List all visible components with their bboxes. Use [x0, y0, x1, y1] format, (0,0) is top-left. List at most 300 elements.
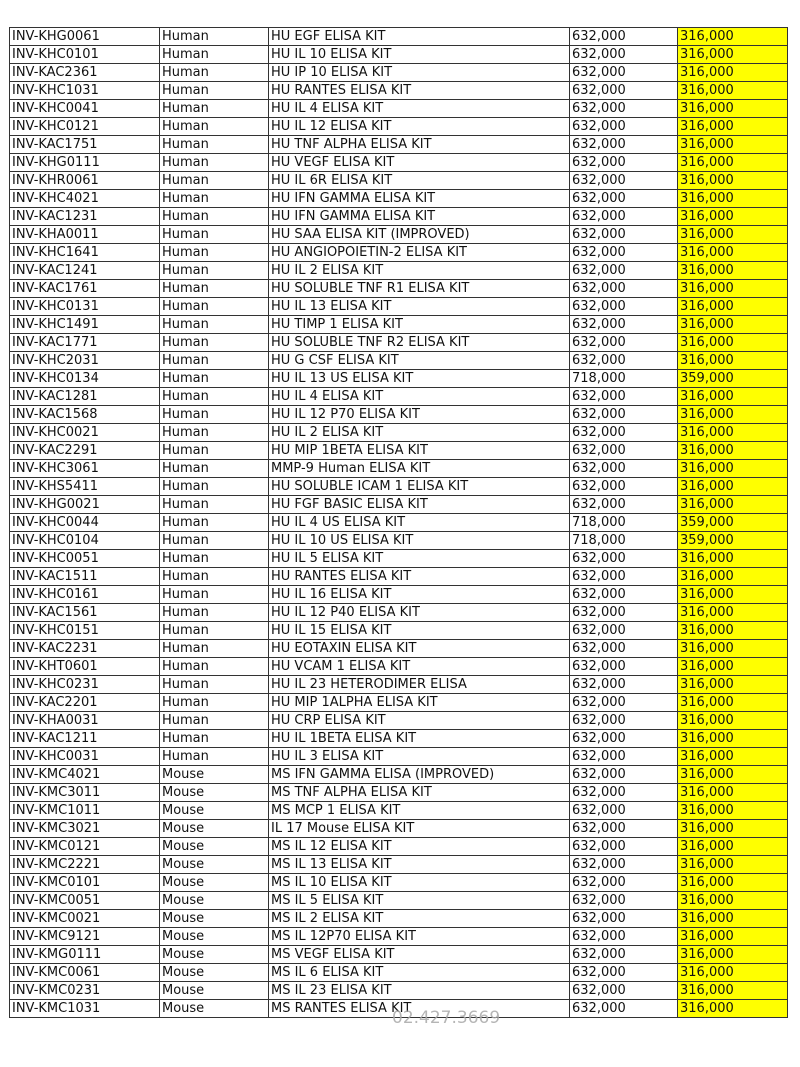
- product-code-cell: INV-KAC1231: [10, 208, 160, 226]
- product-code-cell: INV-KMC0061: [10, 964, 160, 982]
- species-cell: Human: [160, 100, 269, 118]
- product-name-cell: HU IL 13 US ELISA KIT: [269, 370, 570, 388]
- product-name-cell: MS IL 5 ELISA KIT: [269, 892, 570, 910]
- species-cell: Mouse: [160, 946, 269, 964]
- product-name-cell: HU IL 4 US ELISA KIT: [269, 514, 570, 532]
- list-price-cell: 632,000: [570, 550, 678, 568]
- species-cell: Mouse: [160, 910, 269, 928]
- list-price-cell: 632,000: [570, 190, 678, 208]
- product-name-cell: IL 17 Mouse ELISA KIT: [269, 820, 570, 838]
- product-name-cell: HU EGF ELISA KIT: [269, 28, 570, 46]
- product-price-table: [9, 27, 788, 1018]
- sale-price-cell: 359,000: [678, 514, 788, 532]
- product-name-cell: HU IP 10 ELISA KIT: [269, 64, 570, 82]
- product-name-cell: HU IL 10 ELISA KIT: [269, 46, 570, 64]
- table-row: [10, 118, 788, 136]
- product-code-cell: INV-KHC4021: [10, 190, 160, 208]
- table-row: [10, 964, 788, 982]
- product-name-cell: HU IL 1BETA ELISA KIT: [269, 730, 570, 748]
- product-code-cell: INV-KMC3021: [10, 820, 160, 838]
- table-row: [10, 568, 788, 586]
- table-row: [10, 946, 788, 964]
- product-name-cell: HU IL 16 ELISA KIT: [269, 586, 570, 604]
- sale-price-cell: 316,000: [678, 640, 788, 658]
- product-name-cell: HU IL 4 ELISA KIT: [269, 388, 570, 406]
- product-name-cell: MS IL 23 ELISA KIT: [269, 982, 570, 1000]
- species-cell: Human: [160, 622, 269, 640]
- product-code-cell: INV-KHC0044: [10, 514, 160, 532]
- species-cell: Human: [160, 226, 269, 244]
- product-name-cell: HU G CSF ELISA KIT: [269, 352, 570, 370]
- product-name-cell: MS RANTES ELISA KIT: [269, 1000, 570, 1018]
- product-name-cell: HU EOTAXIN ELISA KIT: [269, 640, 570, 658]
- species-cell: Human: [160, 640, 269, 658]
- species-cell: Human: [160, 352, 269, 370]
- table-row: [10, 262, 788, 280]
- list-price-cell: 632,000: [570, 442, 678, 460]
- species-cell: Human: [160, 406, 269, 424]
- sale-price-cell: 316,000: [678, 568, 788, 586]
- product-code-cell: INV-KHT0601: [10, 658, 160, 676]
- sale-price-cell: 316,000: [678, 982, 788, 1000]
- species-cell: Human: [160, 460, 269, 478]
- phone-watermark: 02.427.3669: [392, 1008, 501, 1028]
- product-code-cell: INV-KMC0101: [10, 874, 160, 892]
- list-price-cell: 632,000: [570, 478, 678, 496]
- product-code-cell: INV-KHC0134: [10, 370, 160, 388]
- list-price-cell: 718,000: [570, 514, 678, 532]
- product-name-cell: HU IFN GAMMA ELISA KIT: [269, 208, 570, 226]
- sale-price-cell: 316,000: [678, 712, 788, 730]
- product-name-cell: HU FGF BASIC ELISA KIT: [269, 496, 570, 514]
- product-name-cell: MS IFN GAMMA ELISA (IMPROVED): [269, 766, 570, 784]
- sale-price-cell: 316,000: [678, 334, 788, 352]
- product-name-cell: HU IL 12 P70 ELISA KIT: [269, 406, 570, 424]
- table-row: [10, 226, 788, 244]
- product-code-cell: INV-KHC0151: [10, 622, 160, 640]
- list-price-cell: 632,000: [570, 298, 678, 316]
- product-name-cell: HU IL 5 ELISA KIT: [269, 550, 570, 568]
- product-code-cell: INV-KAC1568: [10, 406, 160, 424]
- species-cell: Mouse: [160, 928, 269, 946]
- table-row: [10, 244, 788, 262]
- product-name-cell: MMP-9 Human ELISA KIT: [269, 460, 570, 478]
- sale-price-cell: 316,000: [678, 46, 788, 64]
- sale-price-cell: 316,000: [678, 550, 788, 568]
- table-row: [10, 172, 788, 190]
- list-price-cell: 632,000: [570, 694, 678, 712]
- product-code-cell: INV-KMC0021: [10, 910, 160, 928]
- sale-price-cell: 316,000: [678, 190, 788, 208]
- table-row: [10, 694, 788, 712]
- product-name-cell: HU VCAM 1 ELISA KIT: [269, 658, 570, 676]
- species-cell: Human: [160, 568, 269, 586]
- list-price-cell: 632,000: [570, 748, 678, 766]
- species-cell: Human: [160, 28, 269, 46]
- list-price-cell: 632,000: [570, 172, 678, 190]
- table-row: [10, 352, 788, 370]
- table-row: [10, 460, 788, 478]
- product-name-cell: MS MCP 1 ELISA KIT: [269, 802, 570, 820]
- product-name-cell: HU IL 12 ELISA KIT: [269, 118, 570, 136]
- list-price-cell: 632,000: [570, 388, 678, 406]
- list-price-cell: 632,000: [570, 964, 678, 982]
- table-row: [10, 712, 788, 730]
- species-cell: Mouse: [160, 802, 269, 820]
- product-name-cell: HU MIP 1BETA ELISA KIT: [269, 442, 570, 460]
- table-row: [10, 208, 788, 226]
- species-cell: Human: [160, 316, 269, 334]
- table-row: [10, 496, 788, 514]
- product-name-cell: HU VEGF ELISA KIT: [269, 154, 570, 172]
- species-cell: Mouse: [160, 1000, 269, 1018]
- species-cell: Human: [160, 118, 269, 136]
- product-code-cell: INV-KHC0021: [10, 424, 160, 442]
- table-row: [10, 640, 788, 658]
- table-row: [10, 730, 788, 748]
- product-name-cell: HU CRP ELISA KIT: [269, 712, 570, 730]
- product-name-cell: HU IL 6R ELISA KIT: [269, 172, 570, 190]
- table-row: [10, 388, 788, 406]
- table-row: [10, 406, 788, 424]
- list-price-cell: 632,000: [570, 838, 678, 856]
- sale-price-cell: 316,000: [678, 586, 788, 604]
- species-cell: Human: [160, 694, 269, 712]
- species-cell: Human: [160, 514, 269, 532]
- species-cell: Human: [160, 388, 269, 406]
- product-code-cell: INV-KMC0231: [10, 982, 160, 1000]
- species-cell: Human: [160, 190, 269, 208]
- sale-price-cell: 316,000: [678, 820, 788, 838]
- table-row: [10, 334, 788, 352]
- table-row: [10, 838, 788, 856]
- product-code-cell: INV-KHC0101: [10, 46, 160, 64]
- table-row: [10, 478, 788, 496]
- product-code-cell: INV-KMC0051: [10, 892, 160, 910]
- sale-price-cell: 316,000: [678, 676, 788, 694]
- list-price-cell: 632,000: [570, 64, 678, 82]
- product-code-cell: INV-KHC0131: [10, 298, 160, 316]
- sale-price-cell: 316,000: [678, 226, 788, 244]
- product-code-cell: INV-KHC0231: [10, 676, 160, 694]
- product-code-cell: INV-KHA0011: [10, 226, 160, 244]
- product-code-cell: INV-KAC1211: [10, 730, 160, 748]
- table-row: [10, 424, 788, 442]
- product-code-cell: INV-KAC2231: [10, 640, 160, 658]
- list-price-cell: 632,000: [570, 424, 678, 442]
- table-row: [10, 676, 788, 694]
- product-name-cell: HU IL 23 HETERODIMER ELISA: [269, 676, 570, 694]
- sale-price-cell: 316,000: [678, 82, 788, 100]
- species-cell: Human: [160, 424, 269, 442]
- sale-price-cell: 316,000: [678, 928, 788, 946]
- sale-price-cell: 316,000: [678, 658, 788, 676]
- list-price-cell: 632,000: [570, 622, 678, 640]
- list-price-cell: 632,000: [570, 766, 678, 784]
- list-price-cell: 632,000: [570, 712, 678, 730]
- list-price-cell: 632,000: [570, 154, 678, 172]
- sale-price-cell: 316,000: [678, 730, 788, 748]
- product-code-cell: INV-KHG0111: [10, 154, 160, 172]
- product-code-cell: INV-KAC1761: [10, 280, 160, 298]
- sale-price-cell: 316,000: [678, 964, 788, 982]
- product-code-cell: INV-KMC3011: [10, 784, 160, 802]
- species-cell: Mouse: [160, 874, 269, 892]
- sale-price-cell: 316,000: [678, 1000, 788, 1018]
- species-cell: Human: [160, 730, 269, 748]
- list-price-cell: 632,000: [570, 946, 678, 964]
- product-code-cell: INV-KHS5411: [10, 478, 160, 496]
- list-price-cell: 632,000: [570, 226, 678, 244]
- product-name-cell: HU IL 10 US ELISA KIT: [269, 532, 570, 550]
- table-row: [10, 658, 788, 676]
- sale-price-cell: 316,000: [678, 136, 788, 154]
- sale-price-cell: 316,000: [678, 28, 788, 46]
- species-cell: Human: [160, 244, 269, 262]
- sale-price-cell: 316,000: [678, 100, 788, 118]
- product-code-cell: INV-KMG0111: [10, 946, 160, 964]
- species-cell: Mouse: [160, 856, 269, 874]
- product-name-cell: HU IL 15 ELISA KIT: [269, 622, 570, 640]
- table-row: [10, 136, 788, 154]
- sale-price-cell: 316,000: [678, 316, 788, 334]
- list-price-cell: 632,000: [570, 334, 678, 352]
- product-code-cell: INV-KHC0161: [10, 586, 160, 604]
- sale-price-cell: 316,000: [678, 478, 788, 496]
- product-code-cell: INV-KAC1511: [10, 568, 160, 586]
- species-cell: Mouse: [160, 892, 269, 910]
- product-code-cell: INV-KHR0061: [10, 172, 160, 190]
- species-cell: Human: [160, 280, 269, 298]
- sale-price-cell: 316,000: [678, 460, 788, 478]
- species-cell: Human: [160, 64, 269, 82]
- list-price-cell: 632,000: [570, 586, 678, 604]
- product-name-cell: HU IL 4 ELISA KIT: [269, 100, 570, 118]
- species-cell: Human: [160, 748, 269, 766]
- sale-price-cell: 316,000: [678, 838, 788, 856]
- list-price-cell: 632,000: [570, 460, 678, 478]
- species-cell: Human: [160, 550, 269, 568]
- table-row: [10, 100, 788, 118]
- sale-price-cell: 359,000: [678, 370, 788, 388]
- product-code-cell: INV-KMC9121: [10, 928, 160, 946]
- list-price-cell: 632,000: [570, 262, 678, 280]
- list-price-cell: 632,000: [570, 892, 678, 910]
- table-row: [10, 874, 788, 892]
- sale-price-cell: 316,000: [678, 262, 788, 280]
- list-price-cell: 632,000: [570, 136, 678, 154]
- product-name-cell: MS IL 2 ELISA KIT: [269, 910, 570, 928]
- list-price-cell: 632,000: [570, 406, 678, 424]
- product-name-cell: HU RANTES ELISA KIT: [269, 82, 570, 100]
- product-name-cell: HU IL 12 P40 ELISA KIT: [269, 604, 570, 622]
- species-cell: Human: [160, 370, 269, 388]
- table-row: [10, 82, 788, 100]
- table-row: [10, 298, 788, 316]
- species-cell: Mouse: [160, 964, 269, 982]
- sale-price-cell: 316,000: [678, 910, 788, 928]
- list-price-cell: 632,000: [570, 316, 678, 334]
- list-price-cell: 632,000: [570, 910, 678, 928]
- product-name-cell: HU IL 2 ELISA KIT: [269, 424, 570, 442]
- table-row: [10, 514, 788, 532]
- sale-price-cell: 316,000: [678, 424, 788, 442]
- table-row: [10, 802, 788, 820]
- product-code-cell: INV-KHC2031: [10, 352, 160, 370]
- species-cell: Human: [160, 136, 269, 154]
- product-code-cell: INV-KHC1031: [10, 82, 160, 100]
- table-row: [10, 928, 788, 946]
- product-code-cell: INV-KHG0021: [10, 496, 160, 514]
- table-row: [10, 46, 788, 64]
- list-price-cell: 632,000: [570, 46, 678, 64]
- table-row: [10, 604, 788, 622]
- sale-price-cell: 316,000: [678, 352, 788, 370]
- product-name-cell: HU IL 3 ELISA KIT: [269, 748, 570, 766]
- product-name-cell: HU MIP 1ALPHA ELISA KIT: [269, 694, 570, 712]
- product-name-cell: MS TNF ALPHA ELISA KIT: [269, 784, 570, 802]
- table-row: [10, 316, 788, 334]
- product-code-cell: INV-KHC0031: [10, 748, 160, 766]
- sale-price-cell: 316,000: [678, 856, 788, 874]
- list-price-cell: 632,000: [570, 820, 678, 838]
- table-row: [10, 892, 788, 910]
- species-cell: Human: [160, 46, 269, 64]
- product-name-cell: HU ANGIOPOIETIN-2 ELISA KIT: [269, 244, 570, 262]
- list-price-cell: 632,000: [570, 82, 678, 100]
- product-code-cell: INV-KHC0121: [10, 118, 160, 136]
- product-code-cell: INV-KAC2291: [10, 442, 160, 460]
- sale-price-cell: 316,000: [678, 172, 788, 190]
- list-price-cell: 632,000: [570, 352, 678, 370]
- list-price-cell: 632,000: [570, 730, 678, 748]
- product-code-cell: INV-KAC1241: [10, 262, 160, 280]
- sale-price-cell: 316,000: [678, 622, 788, 640]
- list-price-cell: 632,000: [570, 100, 678, 118]
- species-cell: Human: [160, 262, 269, 280]
- species-cell: Mouse: [160, 784, 269, 802]
- list-price-cell: 632,000: [570, 982, 678, 1000]
- list-price-cell: 632,000: [570, 28, 678, 46]
- list-price-cell: 632,000: [570, 676, 678, 694]
- species-cell: Human: [160, 82, 269, 100]
- sale-price-cell: 316,000: [678, 244, 788, 262]
- species-cell: Human: [160, 208, 269, 226]
- product-code-cell: INV-KMC1011: [10, 802, 160, 820]
- species-cell: Human: [160, 532, 269, 550]
- sale-price-cell: 316,000: [678, 874, 788, 892]
- product-code-cell: INV-KHC1491: [10, 316, 160, 334]
- species-cell: Mouse: [160, 838, 269, 856]
- species-cell: Human: [160, 658, 269, 676]
- sale-price-cell: 316,000: [678, 64, 788, 82]
- sale-price-cell: 316,000: [678, 388, 788, 406]
- table-row: [10, 856, 788, 874]
- sale-price-cell: 316,000: [678, 280, 788, 298]
- sale-price-cell: 316,000: [678, 748, 788, 766]
- species-cell: Human: [160, 172, 269, 190]
- sale-price-cell: 316,000: [678, 802, 788, 820]
- species-cell: Human: [160, 442, 269, 460]
- product-code-cell: INV-KHG0061: [10, 28, 160, 46]
- sale-price-cell: 316,000: [678, 604, 788, 622]
- list-price-cell: 632,000: [570, 658, 678, 676]
- list-price-cell: 632,000: [570, 604, 678, 622]
- product-name-cell: HU SOLUBLE ICAM 1 ELISA KIT: [269, 478, 570, 496]
- product-name-cell: MS IL 6 ELISA KIT: [269, 964, 570, 982]
- sale-price-cell: 316,000: [678, 892, 788, 910]
- product-name-cell: HU IFN GAMMA ELISA KIT: [269, 190, 570, 208]
- sale-price-cell: 316,000: [678, 496, 788, 514]
- species-cell: Mouse: [160, 820, 269, 838]
- species-cell: Human: [160, 496, 269, 514]
- table-row: [10, 748, 788, 766]
- sale-price-cell: 316,000: [678, 694, 788, 712]
- product-code-cell: INV-KAC1751: [10, 136, 160, 154]
- product-code-cell: INV-KMC2221: [10, 856, 160, 874]
- product-code-cell: INV-KAC1771: [10, 334, 160, 352]
- list-price-cell: 632,000: [570, 874, 678, 892]
- sale-price-cell: 316,000: [678, 118, 788, 136]
- product-code-cell: INV-KMC1031: [10, 1000, 160, 1018]
- sale-price-cell: 316,000: [678, 784, 788, 802]
- list-price-cell: 632,000: [570, 802, 678, 820]
- product-name-cell: MS IL 13 ELISA KIT: [269, 856, 570, 874]
- table-row: [10, 550, 788, 568]
- table-row: [10, 766, 788, 784]
- product-code-cell: INV-KHA0031: [10, 712, 160, 730]
- product-code-cell: INV-KHC3061: [10, 460, 160, 478]
- list-price-cell: 632,000: [570, 640, 678, 658]
- table-row: [10, 28, 788, 46]
- product-code-cell: INV-KAC1281: [10, 388, 160, 406]
- list-price-cell: 632,000: [570, 244, 678, 262]
- product-name-cell: HU SAA ELISA KIT (IMPROVED): [269, 226, 570, 244]
- sale-price-cell: 359,000: [678, 532, 788, 550]
- table-row: [10, 154, 788, 172]
- product-name-cell: HU SOLUBLE TNF R1 ELISA KIT: [269, 280, 570, 298]
- species-cell: Human: [160, 298, 269, 316]
- sale-price-cell: 316,000: [678, 406, 788, 424]
- table-row: [10, 784, 788, 802]
- table-row: [10, 370, 788, 388]
- sale-price-cell: 316,000: [678, 154, 788, 172]
- species-cell: Human: [160, 712, 269, 730]
- product-code-cell: INV-KHC0041: [10, 100, 160, 118]
- product-code-cell: INV-KHC0104: [10, 532, 160, 550]
- product-code-cell: INV-KMC4021: [10, 766, 160, 784]
- product-code-cell: INV-KAC1561: [10, 604, 160, 622]
- product-code-cell: INV-KMC0121: [10, 838, 160, 856]
- sale-price-cell: 316,000: [678, 298, 788, 316]
- product-name-cell: MS IL 12P70 ELISA KIT: [269, 928, 570, 946]
- product-name-cell: HU IL 13 ELISA KIT: [269, 298, 570, 316]
- table-row: [10, 532, 788, 550]
- species-cell: Mouse: [160, 982, 269, 1000]
- table-body: [10, 28, 788, 1018]
- list-price-cell: 632,000: [570, 784, 678, 802]
- sale-price-cell: 316,000: [678, 208, 788, 226]
- product-name-cell: HU TIMP 1 ELISA KIT: [269, 316, 570, 334]
- table-row: [10, 982, 788, 1000]
- list-price-cell: 632,000: [570, 856, 678, 874]
- list-price-cell: 632,000: [570, 1000, 678, 1018]
- list-price-cell: 632,000: [570, 280, 678, 298]
- table-row: [10, 622, 788, 640]
- species-cell: Mouse: [160, 766, 269, 784]
- sale-price-cell: 316,000: [678, 946, 788, 964]
- table-row: [10, 586, 788, 604]
